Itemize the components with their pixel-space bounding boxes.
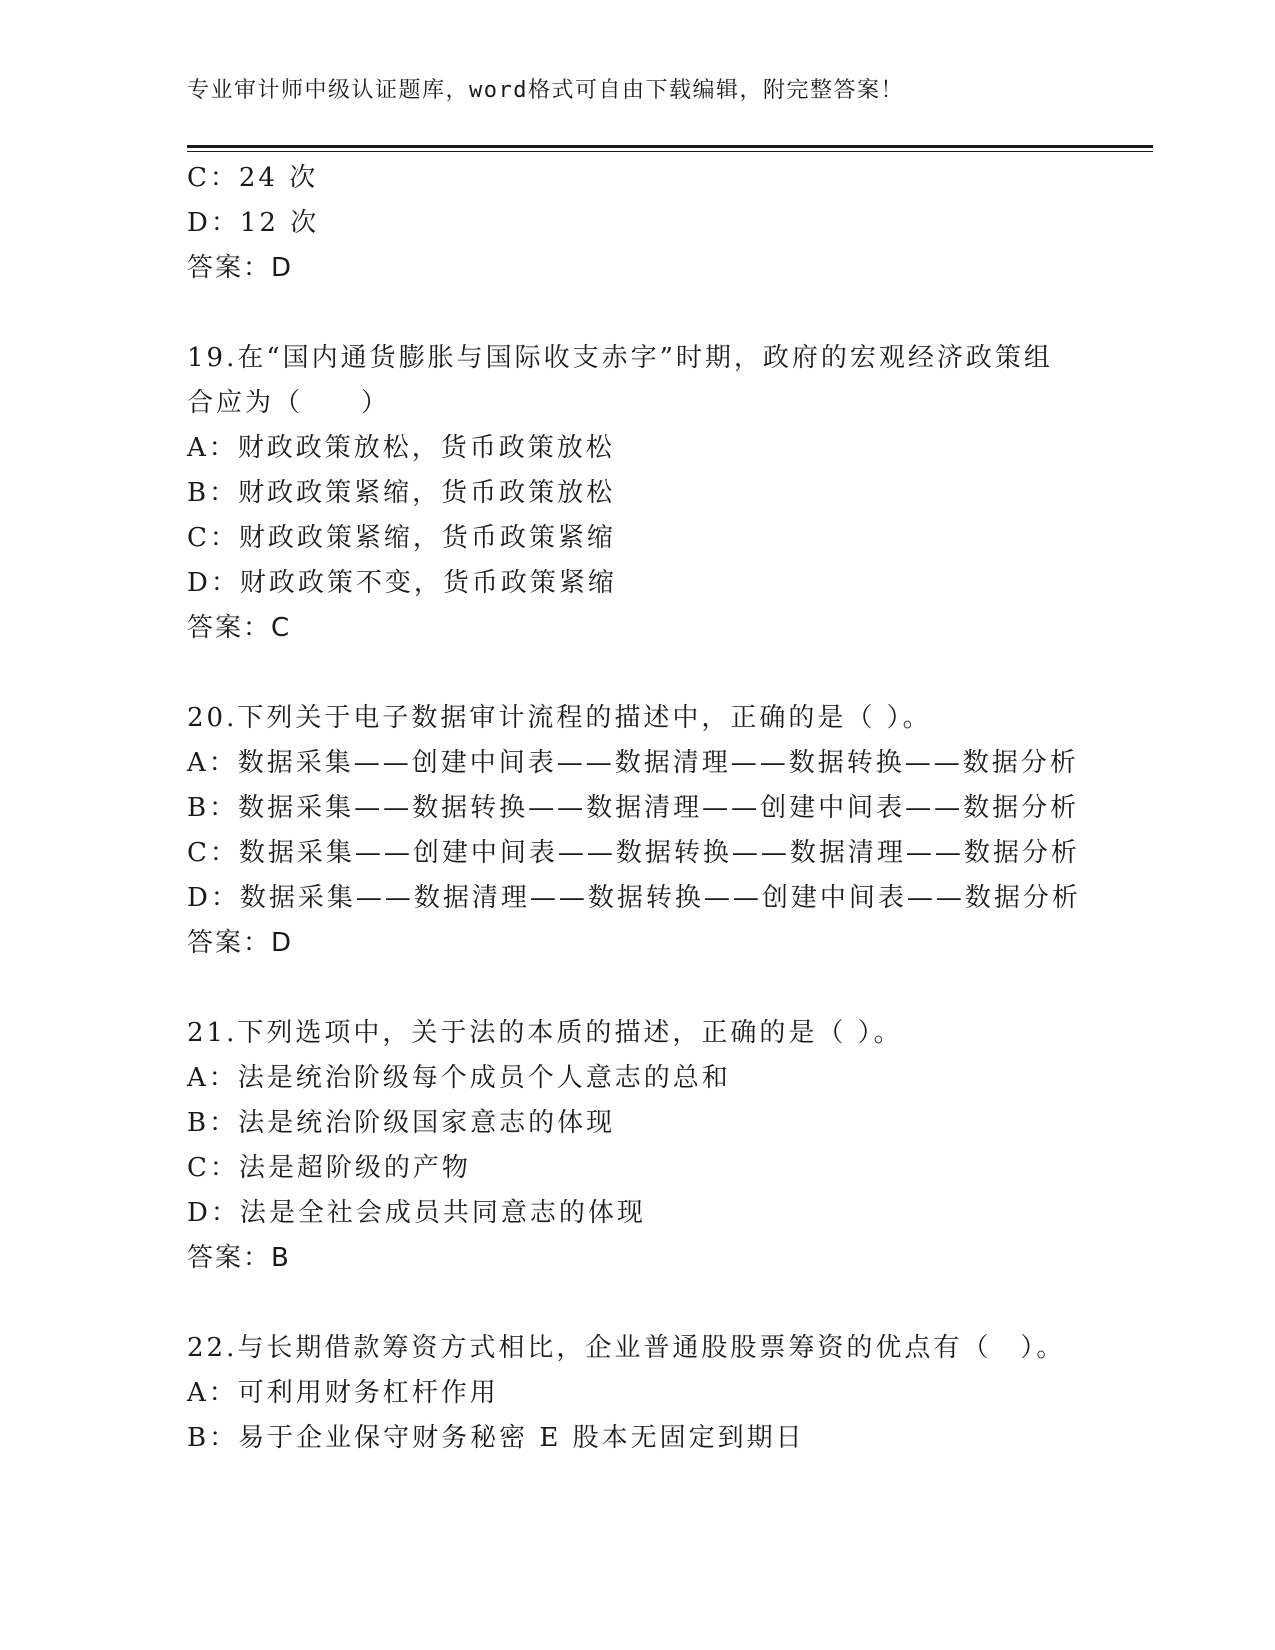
option-b: B：法是统治阶级国家意志的体现 (187, 1108, 616, 1138)
option-b: B：数据采集——数据转换——数据清理——创建中间表——数据分析 (187, 793, 1080, 823)
question-20 (187, 696, 1087, 966)
option-c: C：数据采集——创建中间表——数据转换——数据清理——数据分析 (187, 838, 1080, 868)
option-c: C：财政政策紧缩，货币政策紧缩 (187, 523, 616, 553)
question-stem-cont: 合应为（ ） (187, 388, 391, 418)
question-21 (187, 1011, 1087, 1281)
page-header: 专业审计师中级认证题库，word格式可自由下载编辑，附完整答案！ (187, 78, 904, 103)
header-rule-thin (187, 151, 1153, 152)
question-stem: 20.下列关于电子数据审计流程的描述中，正确的是（ ）。 (187, 703, 932, 733)
question-stem: 22.与长期借款筹资方式相比，企业普通股股票筹资的优点有（ ）。 (187, 1333, 1066, 1363)
option-c: C：24 次 (187, 163, 319, 193)
option-d: D：数据采集——数据清理——数据转换——创建中间表——数据分析 (187, 883, 1081, 913)
option-a: A：可利用财务杠杆作用 (187, 1378, 499, 1408)
answer: 答案：B (187, 1243, 291, 1273)
option-d: D：法是全社会成员共同意志的体现 (187, 1198, 646, 1228)
option-b: B：易于企业保守财务秘密 E 股本无固定到期日 (187, 1423, 805, 1453)
header-rule-thick (187, 145, 1153, 148)
question-22 (187, 1326, 1087, 1461)
question-stem: 21.下列选项中，关于法的本质的描述，正确的是（ ）。 (187, 1018, 903, 1048)
prev-question (187, 156, 1087, 291)
answer: 答案：D (187, 253, 294, 283)
option-b: B：财政政策紧缩，货币政策放松 (187, 478, 616, 508)
option-a: A：数据采集——创建中间表——数据清理——数据转换——数据分析 (187, 748, 1079, 778)
option-d: D：12 次 (187, 208, 320, 238)
option-a: A：法是统治阶级每个成员个人意志的总和 (187, 1063, 731, 1093)
option-a: A：财政政策放松，货币政策放松 (187, 433, 615, 463)
question-19 (187, 336, 1087, 651)
option-d: D：财政政策不变，货币政策紧缩 (187, 568, 617, 598)
question-content (187, 156, 1087, 1461)
option-c: C：法是超阶级的产物 (187, 1153, 471, 1183)
question-stem: 19.在“国内通货膨胀与国际收支赤字”时期，政府的宏观经济政策组 (187, 343, 1053, 373)
answer: 答案：C (187, 613, 292, 643)
answer: 答案：D (187, 928, 294, 958)
